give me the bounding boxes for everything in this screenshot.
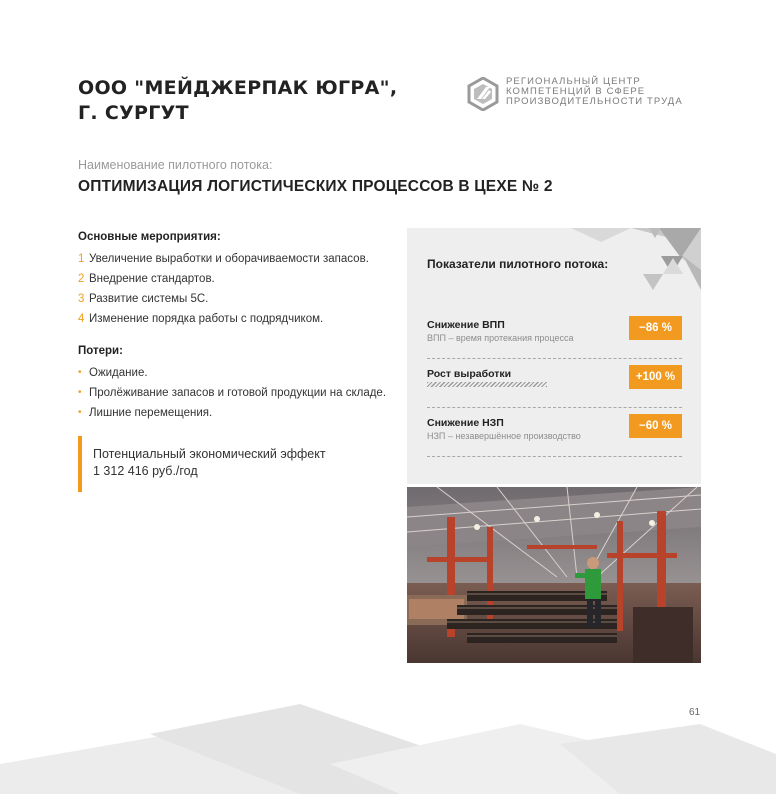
pilot-title: ОПТИМИЗАЦИЯ ЛОГИСТИЧЕСКИХ ПРОЦЕССОВ В ЦЕХЕ № 2 bbox=[78, 178, 553, 195]
list-item: 2 Внедрение стандартов. bbox=[78, 273, 215, 285]
metric-label: Снижение НЗП bbox=[427, 417, 504, 429]
warehouse-steel-pipes-photo bbox=[407, 487, 701, 663]
bullet-icon: • bbox=[78, 407, 82, 418]
metric-value-badge: −60 % bbox=[629, 414, 682, 438]
list-item: 4 Изменение порядка работы с подрядчиком. bbox=[78, 313, 324, 325]
effect-label: Потенциальный экономический эффект bbox=[93, 447, 326, 461]
metric-label: Снижение ВПП bbox=[427, 319, 505, 331]
page-number: 61 bbox=[689, 707, 701, 718]
metric-description: НЗП – незавершённое производство bbox=[427, 431, 581, 441]
indicators-title: Показатели пилотного потока: bbox=[427, 257, 609, 271]
logo-text: РЕГИОНАЛЬНЫЙ ЦЕНТР КОМПЕТЕНЦИЙ В СФЕРЕ ПРОИЗВОДИТЕЛЬНОСТИ ТРУДА bbox=[506, 76, 683, 107]
pilot-caption: Наименование пилотного потока: bbox=[78, 158, 273, 172]
hexagon-logo-icon bbox=[466, 77, 500, 111]
company-name: ООО "МЕЙДЖЕРПАК ЮГРА", bbox=[78, 77, 398, 99]
photo-illustration bbox=[407, 487, 701, 663]
metric-row bbox=[427, 319, 682, 359]
metric-value-badge: +100 % bbox=[629, 365, 682, 389]
bullet-icon: • bbox=[78, 387, 82, 398]
company-city: Г. СУРГУТ bbox=[78, 102, 189, 124]
metric-row bbox=[427, 368, 682, 408]
list-item: 3 Развитие системы 5С. bbox=[78, 293, 209, 305]
bottom-triangle-decoration bbox=[0, 704, 776, 794]
list-item: • Ожидание. bbox=[78, 363, 386, 383]
hatch-decoration bbox=[427, 382, 547, 387]
list-item: 1 Увеличение выработки и оборачиваемости запасов. bbox=[78, 253, 369, 265]
measures-list bbox=[78, 249, 369, 329]
regional-center-logo bbox=[466, 77, 706, 111]
list-item: • Пролёживание запасов и готовой продукции на складе. bbox=[78, 383, 386, 403]
effect-value: 1 312 416 руб./год bbox=[93, 464, 198, 478]
company-title bbox=[78, 76, 397, 126]
bullet-icon: • bbox=[78, 367, 82, 378]
measures-heading: Основные мероприятия: bbox=[78, 231, 221, 243]
metric-description: ВПП – время протекания процесса bbox=[427, 333, 574, 343]
losses-heading: Потери: bbox=[78, 345, 123, 357]
losses-list bbox=[78, 363, 386, 423]
metric-row bbox=[427, 417, 682, 457]
metric-label: Рост выработки bbox=[427, 368, 512, 380]
list-item: • Лишние перемещения. bbox=[78, 403, 386, 423]
metric-value-badge: −86 % bbox=[629, 316, 682, 340]
economic-effect-callout bbox=[78, 436, 378, 492]
